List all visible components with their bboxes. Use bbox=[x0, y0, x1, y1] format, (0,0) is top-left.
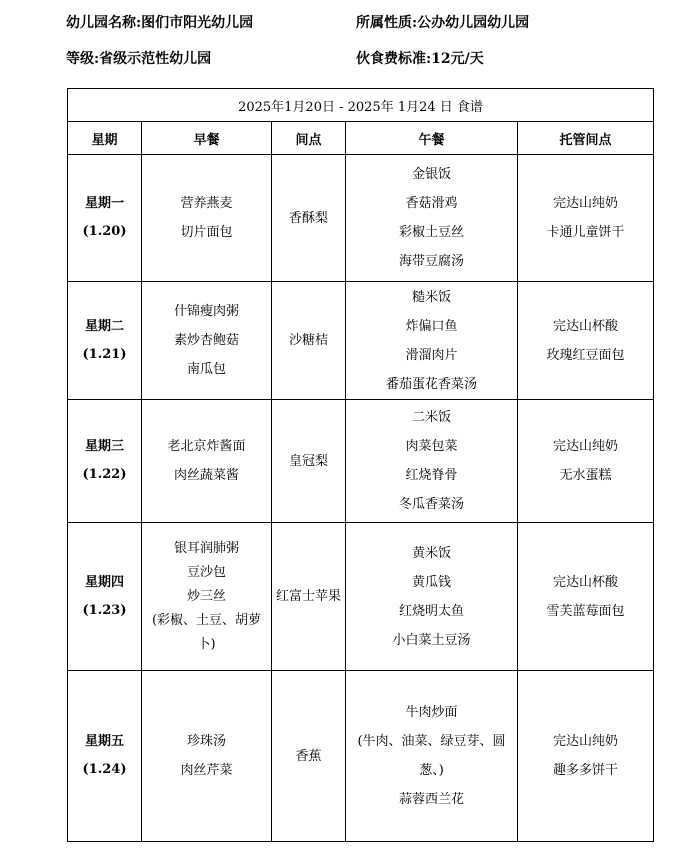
menu-item: 珍珠汤 bbox=[186, 734, 226, 749]
meal-fee-value: 12元/天 bbox=[431, 51, 484, 67]
date-label: (1.20) bbox=[82, 224, 127, 239]
menu-item: 肉丝芹菜 bbox=[180, 763, 233, 778]
date-label: (1.21) bbox=[82, 346, 127, 362]
menu-item: 葱、) bbox=[419, 763, 444, 778]
menu-item: 炒三丝 bbox=[186, 588, 226, 604]
menu-item: 沙糖桔 bbox=[288, 333, 328, 348]
breakfast-cell bbox=[142, 523, 272, 671]
header-weekday: 星期 bbox=[68, 122, 142, 155]
lunch-cell bbox=[346, 400, 518, 523]
menu-item: 完达山纯奶 bbox=[552, 196, 618, 211]
menu-item: 玫瑰红豆面包 bbox=[546, 347, 625, 363]
menu-item: 糙米饭 bbox=[411, 289, 451, 305]
menu-item: 彩椒土豆丝 bbox=[398, 225, 464, 240]
menu-item: 卜) bbox=[197, 636, 216, 652]
menu-item: 切片面包 bbox=[180, 225, 233, 240]
menu-item: 香菇滑鸡 bbox=[405, 196, 458, 211]
table-row bbox=[68, 400, 654, 523]
menu-item: 南瓜包 bbox=[186, 362, 226, 377]
menu-item: (牛肉、油菜、绿豆芽、圆 bbox=[357, 734, 506, 749]
weekday-cell bbox=[68, 282, 142, 400]
kindergarten-nature-label: 所属性质: bbox=[356, 15, 418, 31]
menu-item: 豆沙包 bbox=[186, 564, 226, 580]
menu-item: 完达山杯酸 bbox=[552, 574, 618, 590]
lunch-cell bbox=[346, 671, 518, 842]
menu-item: 完达山杯酸 bbox=[552, 318, 618, 334]
kindergarten-nature-value: 公办幼儿园幼儿园 bbox=[417, 15, 530, 31]
breakfast-cell bbox=[142, 282, 272, 400]
kindergarten-name-value: 图们市阳光幼儿园 bbox=[141, 15, 254, 31]
menu-item: 金银饭 bbox=[411, 167, 451, 182]
menu-item: 肉丝蔬菜酱 bbox=[173, 468, 239, 483]
meal-fee-label: 伙食费标准: bbox=[356, 51, 432, 67]
menu-item: 冬瓜香菜汤 bbox=[398, 497, 464, 512]
menu-item: 无水蛋糕 bbox=[559, 468, 612, 483]
snack-cell bbox=[272, 671, 346, 842]
weekday-label: 星期五 bbox=[84, 734, 124, 749]
menu-item: 滑溜肉片 bbox=[405, 347, 458, 363]
menu-item: 皇冠梨 bbox=[288, 453, 328, 469]
care-snack-cell bbox=[518, 671, 654, 842]
menu-item: 香蕉 bbox=[295, 748, 322, 764]
menu-item: 红烧脊骨 bbox=[405, 468, 458, 483]
menu-item: 黄瓜钱 bbox=[411, 574, 451, 590]
menu-item: 黄米饭 bbox=[411, 545, 451, 561]
menu-item: 番茄蛋花香菜汤 bbox=[385, 376, 477, 392]
menu-item: 完达山纯奶 bbox=[552, 734, 618, 749]
snack-cell bbox=[272, 400, 346, 523]
date-label: (1.24) bbox=[82, 762, 127, 777]
snack-cell bbox=[272, 523, 346, 671]
care-snack-cell bbox=[518, 400, 654, 523]
menu-item: 香酥梨 bbox=[288, 210, 328, 226]
menu-item: 二米饭 bbox=[411, 410, 451, 425]
header-care-snack: 托管间点 bbox=[518, 122, 654, 155]
meal-fee bbox=[356, 48, 484, 68]
weekday-cell bbox=[68, 155, 142, 282]
weekday-cell bbox=[68, 523, 142, 671]
date-label: (1.22) bbox=[82, 467, 127, 482]
menu-item: 红富士苹果 bbox=[275, 589, 341, 604]
weekday-label: 星期三 bbox=[84, 439, 124, 454]
kindergarten-level-label: 等级: bbox=[66, 51, 100, 67]
menu-item: 炸偏口鱼 bbox=[405, 318, 458, 334]
kindergarten-name bbox=[66, 12, 253, 32]
menu-item: 牛肉炒面 bbox=[405, 705, 458, 720]
weekday-label: 星期二 bbox=[84, 318, 124, 334]
weekday-label: 星期一 bbox=[84, 196, 124, 211]
lunch-cell bbox=[346, 282, 518, 400]
menu-item: 雪芙蓝莓面包 bbox=[546, 603, 625, 619]
menu-item: 营养燕麦 bbox=[180, 196, 233, 211]
weekly-menu-table bbox=[67, 88, 654, 842]
snack-cell bbox=[272, 282, 346, 400]
table-row bbox=[68, 282, 654, 400]
menu-item: 银耳润肺粥 bbox=[173, 540, 239, 556]
breakfast-cell bbox=[142, 400, 272, 523]
kindergarten-level bbox=[66, 48, 211, 68]
menu-item: 蒜蓉西兰花 bbox=[398, 792, 464, 807]
header-row bbox=[68, 122, 654, 155]
kindergarten-nature bbox=[356, 12, 529, 32]
menu-item: 老北京炸酱面 bbox=[167, 439, 246, 454]
header-breakfast: 早餐 bbox=[142, 122, 272, 155]
breakfast-cell bbox=[142, 671, 272, 842]
care-snack-cell bbox=[518, 155, 654, 282]
menu-item: 红烧明太鱼 bbox=[398, 603, 464, 619]
kindergarten-name-label: 幼儿园名称: bbox=[66, 15, 142, 31]
menu-item: 完达山纯奶 bbox=[552, 439, 618, 454]
weekday-label: 星期四 bbox=[84, 574, 124, 590]
header-snack: 间点 bbox=[272, 122, 346, 155]
weekday-cell bbox=[68, 400, 142, 523]
menu-item: 卡通儿童饼干 bbox=[546, 225, 625, 240]
menu-item: 什锦瘦肉粥 bbox=[173, 304, 239, 319]
snack-cell bbox=[272, 155, 346, 282]
menu-item: 海带豆腐汤 bbox=[398, 254, 464, 269]
lunch-cell bbox=[346, 523, 518, 671]
menu-item: (彩椒、土豆、胡萝 bbox=[151, 612, 262, 628]
table-row bbox=[68, 671, 654, 842]
breakfast-cell bbox=[142, 155, 272, 282]
lunch-cell bbox=[346, 155, 518, 282]
date-label: (1.23) bbox=[82, 602, 127, 618]
care-snack-cell bbox=[518, 523, 654, 671]
menu-item: 趣多多饼干 bbox=[552, 763, 618, 778]
menu-item: 素炒杏鲍菇 bbox=[173, 333, 239, 348]
header-lunch: 午餐 bbox=[346, 122, 518, 155]
menu-title: 2025年1月20日 - 2025年 1月24 日 食谱 bbox=[68, 89, 654, 122]
table-row bbox=[68, 155, 654, 282]
kindergarten-level-value: 省级示范性幼儿园 bbox=[99, 51, 212, 67]
weekday-cell bbox=[68, 671, 142, 842]
menu-item: 肉菜包菜 bbox=[405, 439, 458, 454]
table-row bbox=[68, 523, 654, 671]
menu-item: 小白菜土豆汤 bbox=[392, 632, 471, 648]
care-snack-cell bbox=[518, 282, 654, 400]
